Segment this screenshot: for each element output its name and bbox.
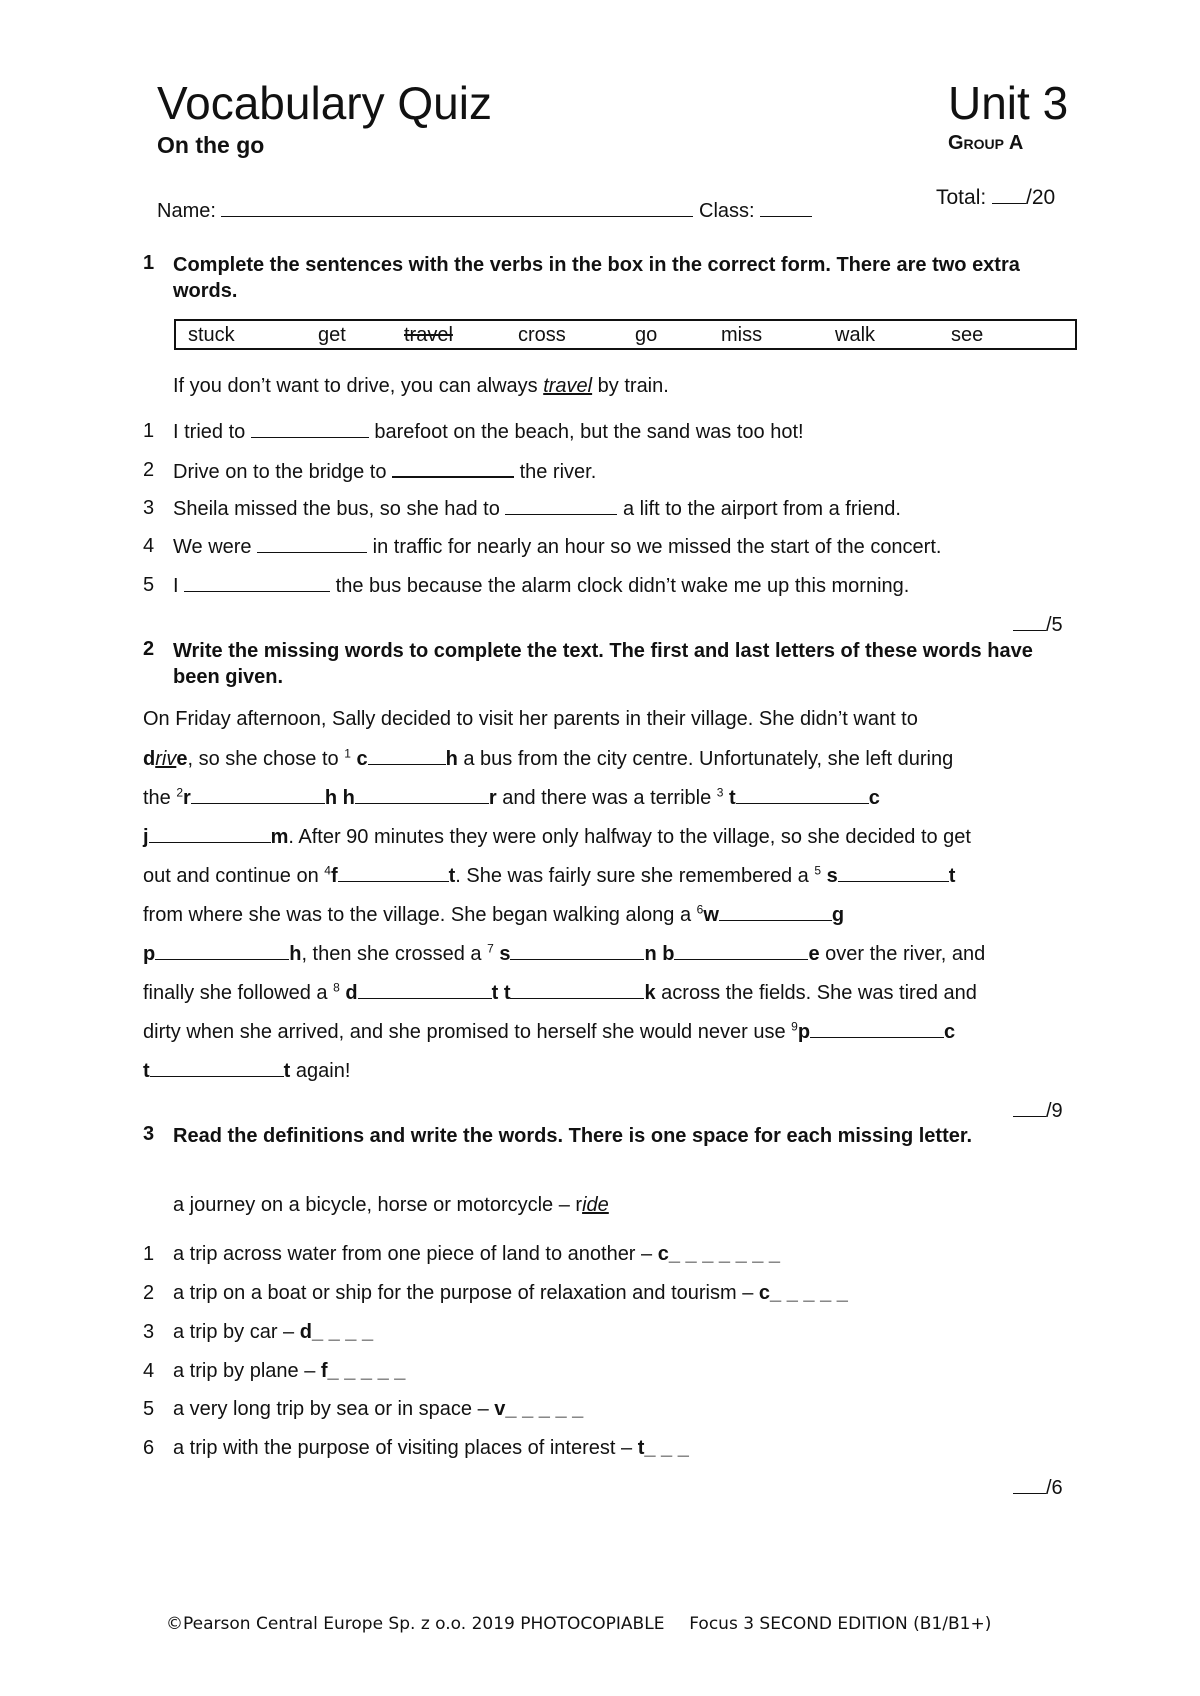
word-go: go: [635, 324, 658, 346]
page-title: Vocabulary Quiz: [157, 77, 492, 129]
section1-item: I the bus because the alarm clock didn’t wake me up this morning.: [173, 575, 910, 597]
letter-blanks[interactable]: _ _ _: [644, 1437, 689, 1459]
item-number: 6: [143, 1437, 155, 1459]
unit-label: Unit 3: [948, 77, 1069, 129]
class-label: Class:: [699, 200, 755, 222]
section1-instruction: Complete the sentences with the verbs in the box in the correct form. There are two extra words.: [173, 254, 1020, 302]
word-stuck: stuck: [188, 324, 235, 346]
gap-6a[interactable]: [719, 903, 832, 921]
section3-example: a journey on a bicycle, horse or motorcycle – ride: [173, 1194, 609, 1216]
text-line: out and continue on $^4$f t. She was fairly sure she remembered a $^5$ s t: [143, 863, 956, 887]
page-subtitle: On the go: [157, 132, 265, 158]
gap-9a[interactable]: [810, 1020, 944, 1038]
letter-blanks[interactable]: _ _ _ _ _: [505, 1398, 584, 1420]
footer: [166, 1614, 991, 1634]
section2-instruction: Write the missing words to complete the text. The first and last letters of these words have been given.: [173, 640, 1033, 688]
item-number: 1: [143, 1243, 155, 1265]
word-walk: walk: [835, 324, 876, 346]
class-field[interactable]: [760, 199, 812, 217]
section2-number: 2: [143, 638, 155, 660]
definition-item: a trip by car – d_ _ _ _: [173, 1321, 374, 1343]
text-line: from where she was to the village. She began walking along a $^6$w g: [143, 902, 845, 926]
text-line: drive, so she chose to $^1$ c h a bus from the city centre. Unfortunately, she left during: [143, 746, 954, 770]
total-row: [936, 186, 1055, 210]
definition-item: a trip by plane – f_ _ _ _ _: [173, 1360, 406, 1382]
gap-4[interactable]: [338, 864, 449, 882]
answer-blank[interactable]: [392, 459, 514, 478]
gap-2a[interactable]: [191, 786, 325, 804]
item-number: 4: [143, 535, 155, 557]
word-travel: travel: [404, 324, 453, 346]
name-field[interactable]: [221, 199, 693, 217]
score-field[interactable]: [1013, 1099, 1046, 1117]
item-number: 2: [143, 1282, 155, 1304]
item-number: 2: [143, 459, 155, 481]
gap-7b[interactable]: [674, 942, 808, 960]
copyright: ©Pearson Central Europe Sp. z o.o. 2019 PHOTOCOPIABLE: [166, 1614, 665, 1634]
gap-2b[interactable]: [355, 786, 489, 804]
gap-7a[interactable]: [510, 942, 644, 960]
gap-3a[interactable]: [736, 786, 869, 804]
definition-item: a trip across water from one piece of land to another – c_ _ _ _ _ _ _: [173, 1243, 781, 1265]
text-line: finally she followed a $^8$ d t t k across the fields. She was tired and: [143, 980, 977, 1004]
word-cross: cross: [518, 324, 566, 346]
definition-item: a very long trip by sea or in space – v_ _ _ _ _: [173, 1398, 584, 1420]
word-box: [174, 319, 1077, 350]
definition-item: a trip with the purpose of visiting places of interest – t_ _ _: [173, 1437, 689, 1459]
gap-9b[interactable]: [150, 1059, 284, 1077]
definition-item: a trip on a boat or ship for the purpose of relaxation and tourism – c_ _ _ _ _: [173, 1282, 848, 1304]
item-number: 1: [143, 420, 155, 442]
gap-8a[interactable]: [358, 981, 492, 999]
score-field[interactable]: [1013, 1476, 1046, 1494]
section1-item: Sheila missed the bus, so she had to a lift to the airport from a friend.: [173, 498, 901, 520]
group-label: Group A: [948, 132, 1024, 154]
item-number: 3: [143, 497, 155, 519]
total-max: /20: [1026, 186, 1056, 209]
name-label: Name:: [157, 200, 216, 222]
section1-item: Drive on to the bridge to the river.: [173, 461, 597, 483]
section3-number: 3: [143, 1123, 155, 1145]
edition: Focus 3 SECOND EDITION (B1/B1+): [689, 1614, 992, 1634]
total-field[interactable]: [992, 186, 1026, 204]
text-line: t t again!: [143, 1060, 351, 1082]
gap-5[interactable]: [838, 864, 949, 882]
section1-score: /5: [1013, 613, 1063, 637]
section3-instruction: Read the definitions and write the words. There is one space for each missing letter.: [173, 1125, 973, 1147]
section1-item: We were in traffic for nearly an hour so we missed the start of the concert.: [173, 536, 942, 558]
item-number: 4: [143, 1360, 155, 1382]
gap-1[interactable]: [368, 747, 446, 765]
score-field[interactable]: [1013, 613, 1046, 631]
section2-score: /9: [1013, 1099, 1063, 1123]
answer-blank[interactable]: [251, 420, 369, 438]
letter-blanks[interactable]: _ _ _ _ _: [770, 1282, 848, 1304]
item-number: 5: [143, 574, 155, 596]
letter-blanks[interactable]: _ _ _ _: [311, 1321, 374, 1343]
word-see: see: [951, 324, 984, 346]
gap-6b[interactable]: [155, 942, 289, 960]
answer-blank[interactable]: [184, 574, 330, 592]
word-miss: miss: [721, 324, 763, 346]
letter-blanks[interactable]: _ _ _ _ _ _ _: [668, 1243, 781, 1265]
section1-number: 1: [143, 252, 155, 274]
section1-example: If you don’t want to drive, you can always travel by train.: [173, 375, 669, 397]
example-answer: travel: [543, 375, 593, 397]
word-get: get: [318, 324, 346, 346]
text-line: p h, then she crossed a $^7$ s n b e over the river, and: [143, 941, 986, 965]
gap-8b[interactable]: [510, 981, 644, 999]
text-line: dirty when she arrived, and she promised to herself she would never use $^9$p c: [143, 1019, 956, 1043]
letter-blanks[interactable]: _ _ _ _ _: [327, 1360, 406, 1382]
answer-blank[interactable]: [505, 497, 617, 515]
item-number: 5: [143, 1398, 155, 1420]
gap-3b[interactable]: [149, 825, 271, 843]
section1-item: I tried to barefoot on the beach, but the sand was too hot!: [173, 421, 804, 443]
answer-blank[interactable]: [257, 535, 367, 553]
section3-score: /6: [1013, 1476, 1063, 1500]
item-number: 3: [143, 1321, 155, 1343]
text-line: the $^2$r h h r and there was a terrible $^3$ t c: [143, 785, 880, 809]
text-line: j m. After 90 minutes they were only halfway to the village, so she decided to get: [143, 826, 971, 848]
text-line: On Friday afternoon, Sally decided to visit her parents in their village. She didn’t want to: [143, 708, 918, 730]
total-label: Total:: [936, 186, 987, 209]
name-row: [157, 199, 812, 223]
